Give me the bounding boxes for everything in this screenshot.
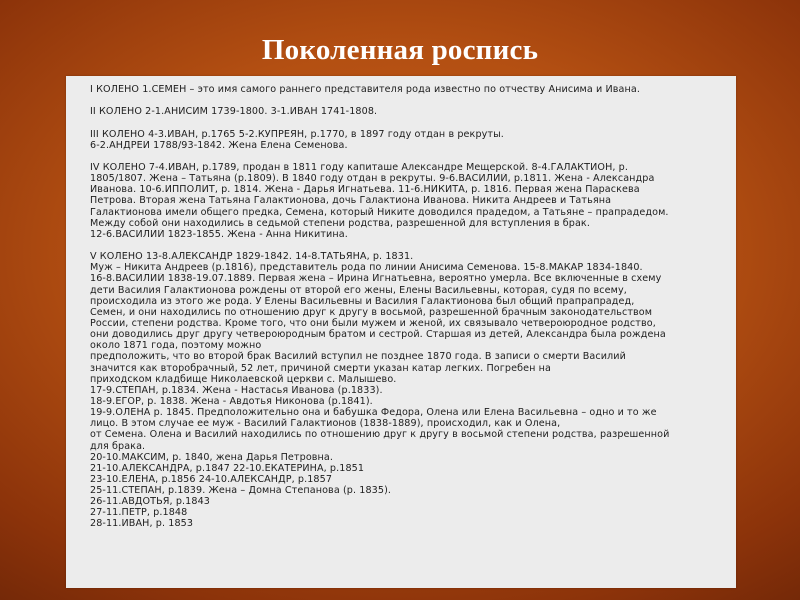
document-line: 26-11.АВДОТЬЯ, р.1843 [90, 496, 210, 508]
paragraph-spacer [90, 117, 722, 128]
document-line: 1805/1807. Жена – Татьяна (р.1809). В 1840 году отдан в рекруты. 9-6.ВАСИЛИЙ, р.1811. Жена - Александра [90, 173, 655, 185]
generation-paragraph [90, 251, 722, 530]
document-line: 18-9.ЕГОР, р. 1838. Жена - Авдотья Никонова (р.1841). [90, 395, 373, 407]
generation-paragraph [90, 84, 722, 95]
document-line: предположить, что во второй брак Василий вступил не позднее 1870 года. В записи о смерти Василий [90, 351, 626, 363]
generation-paragraph [90, 106, 722, 117]
document-line: 19-9.ОЛЕНА р. 1845. Предположительно она и бабушка Федора, Олена или Елена Васильевна – одно и то же [90, 407, 657, 419]
document-line: дети Василия Галактионова рождены от второй его жены, Елены Васильевны, которая, судя по всему, [90, 284, 627, 296]
document-line: Иванова. 10-6.ИППОЛИТ, р. 1814. Жена - Дарья Игнатьева. 11-6.НИКИТА, р. 1816. Первая жена Параскева [90, 184, 640, 196]
document-line: III КОЛЕНО 4-3.ИВАН, р.1765 5-2.КУПРЕЯН, р.1770, в 1897 году отдан в рекруты. [90, 128, 504, 140]
document-line: 12-6.ВАСИЛИЙ 1823-1855. Жена - Анна Никитина. [90, 228, 348, 240]
document-line: IV КОЛЕНО 7-4.ИВАН, р.1789, продан в 1811 году капиташе Александре Мещерской. 8-4.ГАЛАКТИОН, р. [90, 161, 629, 173]
document-line: Галактионова имели общего предка, Семена, который Никите доводился прадедом, а Татьяне – прапрадедом. [90, 206, 669, 218]
document-line: 20-10.МАКСИМ, р. 1840, жена Дарья Петровна. [90, 451, 334, 463]
document-scan [66, 76, 736, 588]
document-line: лицо. В этом случае ее муж - Василий Галактионов (1838-1889), происходил, как и Олена, [90, 418, 561, 430]
document-line: 17-9.СТЕПАН, р.1834. Жена - Настасья Иванова (р.1833). [90, 384, 383, 396]
document-line: 21-10.АЛЕКСАНДРА, р.1847 22-10.ЕКАТЕРИНА, р.1851 [90, 462, 365, 474]
document-line: для брака. [90, 440, 146, 452]
document-line: 27-11.ПЕТР, р.1848 [90, 507, 188, 519]
slide-title: Поколенная роспись [261, 34, 539, 66]
document-line: V КОЛЕНО 13-8.АЛЕКСАНДР 1829-1842. 14-8.ТАТЬЯНА, р. 1831. [90, 251, 414, 263]
document-line: 25-11.СТЕПАН, р.1839. Жена – Домна Степанова (р. 1835). [90, 485, 392, 497]
document-line: они доводились друг другу четвероюродным братом и сестрой. Старшая из детей, Александра была рождена [90, 329, 666, 341]
document-line: Муж – Никита Андреев (р.1816), представитель рода по линии Анисима Семенова. 15-8.МАКАР 1834-1840. [90, 262, 643, 274]
document-line: от Семена. Олена и Василий находились по отношению друг к другу в восьмой степени родства, разрешенной [90, 429, 670, 441]
generation-paragraph [90, 162, 722, 240]
document-line: приходском кладбище Николаевской церкви с. Малышево. [90, 373, 397, 385]
document-line: России, степени родства. Кроме того, что они были мужем и женой, их связывало четвероюродное родство, [90, 317, 656, 329]
document-line: I КОЛЕНО 1.СЕМЕН – это имя самого раннего представителя рода известно по отчеству Анисима и Ивана. [90, 84, 641, 95]
document-line: около 1871 года, поэтому можно [90, 340, 262, 352]
document-line: Семен, и они находились по отношению друг к другу в восьмой, разрешенной брачным законодательством [90, 306, 653, 318]
document-line: 6-2.АНДРЕЙ 1788/93-1842. Жена Елена Семенова. [90, 139, 348, 151]
document-line: 16-8.ВАСИЛИЙ 1838-19.07.1889. Первая жена – Ирина Игнатьевна, вероятно умерла. Все включенные в схему [90, 273, 662, 285]
document-line: 28-11.ИВАН, р. 1853 [90, 518, 194, 530]
paragraph-spacer [90, 151, 722, 162]
generation-paragraph [90, 129, 722, 151]
document-line: II КОЛЕНО 2-1.АНИСИМ 1739-1800. 3-1.ИВАН 1741-1808. [90, 106, 378, 118]
document-line: значится как второбрачный, 52 лет, причиной смерти указан катар легких. Погребен на [90, 362, 551, 374]
document-line: Между собой они находились в седьмой степени родства, разрешенной для вступления в брак. [90, 217, 590, 229]
paragraph-spacer [90, 95, 722, 106]
paragraph-spacer [90, 240, 722, 251]
document-line: происходила из этого же рода. У Елены Васильевны и Василия Галактионова был общий прапрапрадед, [90, 295, 635, 307]
document-line: Петрова. Вторая жена Татьяна Галактионова, дочь Галактиона Иванова. Никита Андреев и Татьяна [90, 195, 612, 207]
document-line: 23-10.ЕЛЕНА, р.1856 24-10.АЛЕКСАНДР, р.1857 [90, 473, 333, 485]
genealogy-text [90, 84, 722, 530]
